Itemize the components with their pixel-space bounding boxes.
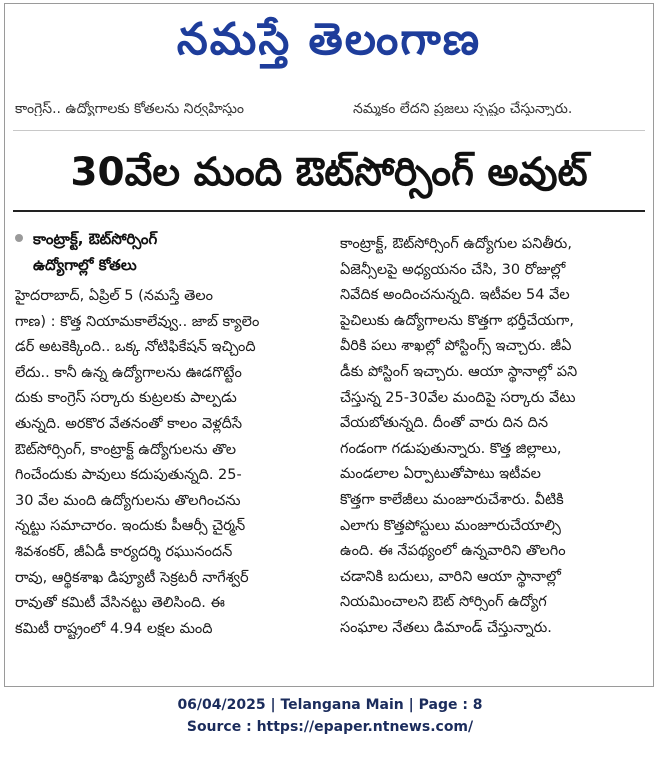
article-text-line: తున్నది. అరకొర వేతనంతో కాలం వెళ్లదీసే	[15, 415, 243, 432]
newspaper-clipping	[4, 3, 654, 687]
article-text-line: రావుతో కమిటీ వేసినట్టు తెలిసింది. ఈ	[15, 595, 225, 612]
article-text-line: ఔట్‌సోర్సింగ్, కాంట్రాక్ట్ ఉద్యోగులను తొల	[15, 441, 237, 458]
article-text-line: రావు, ఆర్థికశాఖ డిప్యూటీ సెక్రటరీ నాగేశ్వర్	[15, 569, 249, 586]
article-text-line: మండలాల ఏర్పాటుతోపాటు ఇటీవల	[340, 466, 541, 483]
bullet-icon	[15, 234, 23, 242]
article-text-line: గాణ) : కొత్త నియామకాలేవ్వు.. జాబ్ క్యాలెం	[15, 313, 260, 330]
divider-headline	[13, 210, 645, 212]
article-text-line: వీరికి పలు శాఖల్లో పోస్టింగ్స్ ఇచ్చారు. జీఏ	[340, 338, 572, 355]
article-text-line: పైచిలుకు ఉద్యోగాలను కొత్తగా భర్తీచేయగా,	[340, 312, 574, 329]
article-text-line: శివశంకర్, జీఏడీ కార్యదర్శి రఘునందన్	[15, 543, 233, 560]
article-text-line: 30 వేల మంది ఉద్యోగులను తొలగించను	[15, 492, 241, 509]
subhead-line-1: కాంట్రాక్ట్, ఔట్‌సోర్సింగ్	[15, 226, 325, 252]
clipped-previous-article-strip	[15, 92, 643, 116]
footer-source-line: Source : https://epaper.ntnews.com/	[186, 719, 474, 735]
article-text-line: లేదు.. కానీ ఉన్న ఉద్యోగాలను ఊడగొట్టేం	[15, 364, 242, 381]
article-text-line: గించేందుకు పావులు కదుపుతున్నది. 25-	[15, 467, 242, 484]
article-text-line: నియమించాలని ఔట్ సోర్సింగ్ ఉద్యోగ	[340, 594, 547, 611]
article-text-line: దుకు కాంగ్రెస్ సర్కారు కుట్రలకు పాల్పడు	[15, 390, 237, 407]
masthead-title: నమస్తే తెలంగాణ	[176, 14, 482, 65]
article-column-left	[15, 284, 325, 642]
article-text-line: చడానికి బదులు, వారిని ఆయా స్థానాల్లో	[340, 568, 561, 585]
article-text-line: వేయబోతున్నది. దీంతో వారు దిన దిన	[340, 415, 549, 432]
article-subhead	[15, 226, 325, 278]
article-text-line: నివేదిక అందించనున్నది. ఇటీవల 54 వేల	[340, 287, 570, 304]
article-text-line: ఎలాగు కొత్తపోస్టులు మంజూరుచేయాల్సి	[340, 517, 561, 534]
clipped-strip-right: నమ్మకం లేదని ప్రజలు స్పష్టం చేస్తున్నారు.	[353, 101, 573, 116]
article-text-line: గండంగా గడుపుతున్నారు. కొత్త జిల్లాలు,	[340, 440, 562, 457]
article-text-line: కమిటీ రాష్ట్రంలో 4.94 లక్షల మంది	[15, 620, 213, 637]
article-text-line: ఏజెన్సీలపై అధ్యయనం చేసి, 30 రోజుల్లో	[340, 261, 566, 278]
article-text-line: ఉంది. ఈ నేపథ్యంలో ఉన్నవారిని తొలగిం	[340, 543, 566, 560]
clipped-strip-left: కాంగ్రెస్.. ఉద్యోగాలకు కోతలను నిర్వహిస్తుం	[15, 101, 245, 116]
article-text-line: డీకు పోస్టింగ్ ఇచ్చారు. ఆయా స్థానాల్లో పని	[340, 363, 578, 380]
divider-top	[13, 130, 645, 131]
article-text-line: డర్ అటకెక్కింది.. ఒక్క నోటిఫికేషన్ ఇచ్చింది	[15, 339, 256, 356]
source-footer	[0, 694, 660, 738]
article-text-line: కొత్తగా కాలేజీలు మంజూరుచేశారు. వీటికి	[340, 491, 564, 508]
article-text-line: చేస్తున్న 25-30వేల మందిపై సర్కారు వేటు	[340, 389, 576, 406]
article-text-line: హైదరాబాద్, ఏప్రిల్ 5 (నమస్తే తెలం	[15, 288, 214, 304]
article-text-line: సంఘాల నేతలు డిమాండ్ చేస్తున్నారు.	[340, 619, 552, 636]
article-headline: 30వేల మంది ఔట్‌సోర్సింగ్ అవుట్	[70, 150, 588, 195]
article-text-line: న్నట్టు సమాచారం. ఇందుకు పీఆర్సీ చైర్మన్	[15, 518, 246, 535]
subhead-line-2: ఉద్యోగాల్లో కోతలు	[33, 256, 137, 274]
footer-edition-line: 06/04/2025 | Telangana Main | Page : 8	[177, 697, 483, 713]
article-column-right	[340, 232, 645, 642]
article-text-line: కాంట్రాక్ట్, ఔట్‌సోర్సింగ్ ఉద్యోగుల పనితీరు,	[340, 236, 572, 252]
